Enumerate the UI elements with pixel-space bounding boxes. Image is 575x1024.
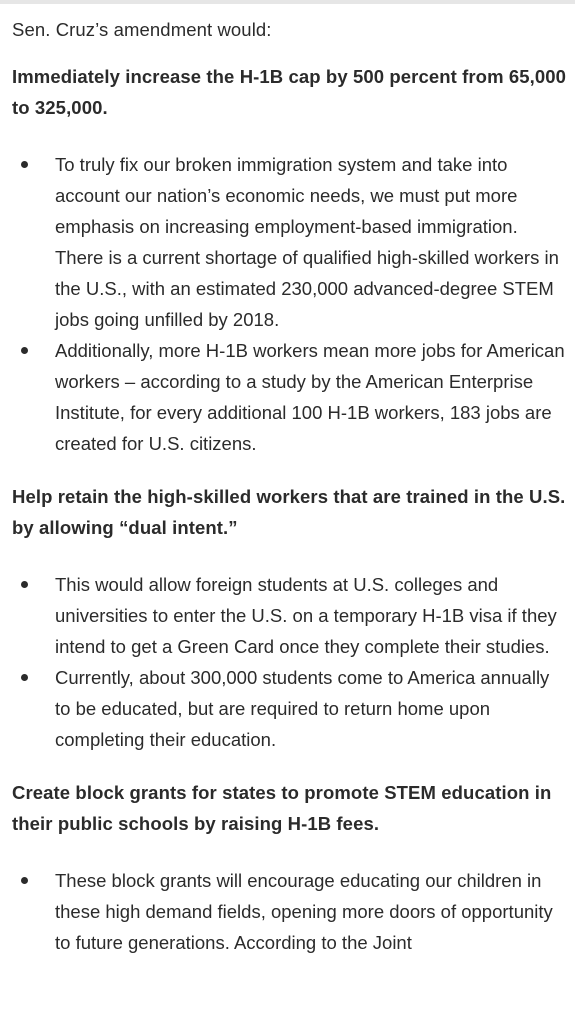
list-item-text: To truly fix our broken immigration system and take into account our nation’s economic needs, we must put more emphasis on increasing employment-based immigration. There is a current shortage of qualified high-skilled workers in the U.S., with an estimated 230,000 advanced-degree STEM jobs going unfilled by 2018.	[55, 154, 559, 330]
list-item-text: Currently, about 300,000 students come to America annually to be educated, but are required to return home upon completing their education.	[55, 667, 550, 750]
section-h1b-cap	[12, 61, 568, 459]
section-dual-intent	[12, 481, 568, 755]
section-heading: Help retain the high-skilled workers that are trained in the U.S. by allowing “dual intent.”	[12, 486, 566, 538]
list-item	[12, 865, 568, 958]
bullet-list	[12, 865, 568, 958]
list-item	[12, 569, 568, 662]
bullet-list	[12, 569, 568, 755]
section-block-grants	[12, 777, 568, 958]
bullet-icon	[21, 347, 28, 354]
bullet-icon	[21, 674, 28, 681]
list-item	[12, 149, 568, 335]
document-body	[12, 14, 568, 980]
list-item	[12, 662, 568, 755]
bullet-list	[12, 149, 568, 459]
bullet-icon	[21, 877, 28, 884]
top-divider	[0, 0, 575, 4]
list-item-text: This would allow foreign students at U.S. colleges and universities to enter the U.S. on a temporary H-1B visa if they intend to get a Green Card once they complete their studies.	[55, 574, 557, 657]
list-item-text: Additionally, more H-1B workers mean more jobs for American workers – according to a study by the American Enterprise Institute, for every additional 100 H-1B workers, 183 jobs are created for U.S. citizens.	[55, 340, 565, 454]
bullet-icon	[21, 581, 28, 588]
intro-text: Sen. Cruz’s amendment would:	[12, 19, 272, 40]
section-heading: Create block grants for states to promote STEM education in their public schools by raising H-1B fees.	[12, 782, 552, 834]
list-item-text: These block grants will encourage educating our children in these high demand fields, opening more doors of opportunity to future generations. According to the Joint	[55, 870, 553, 953]
list-item	[12, 335, 568, 459]
bullet-icon	[21, 161, 28, 168]
section-heading: Immediately increase the H-1B cap by 500 percent from 65,000 to 325,000.	[12, 66, 567, 118]
